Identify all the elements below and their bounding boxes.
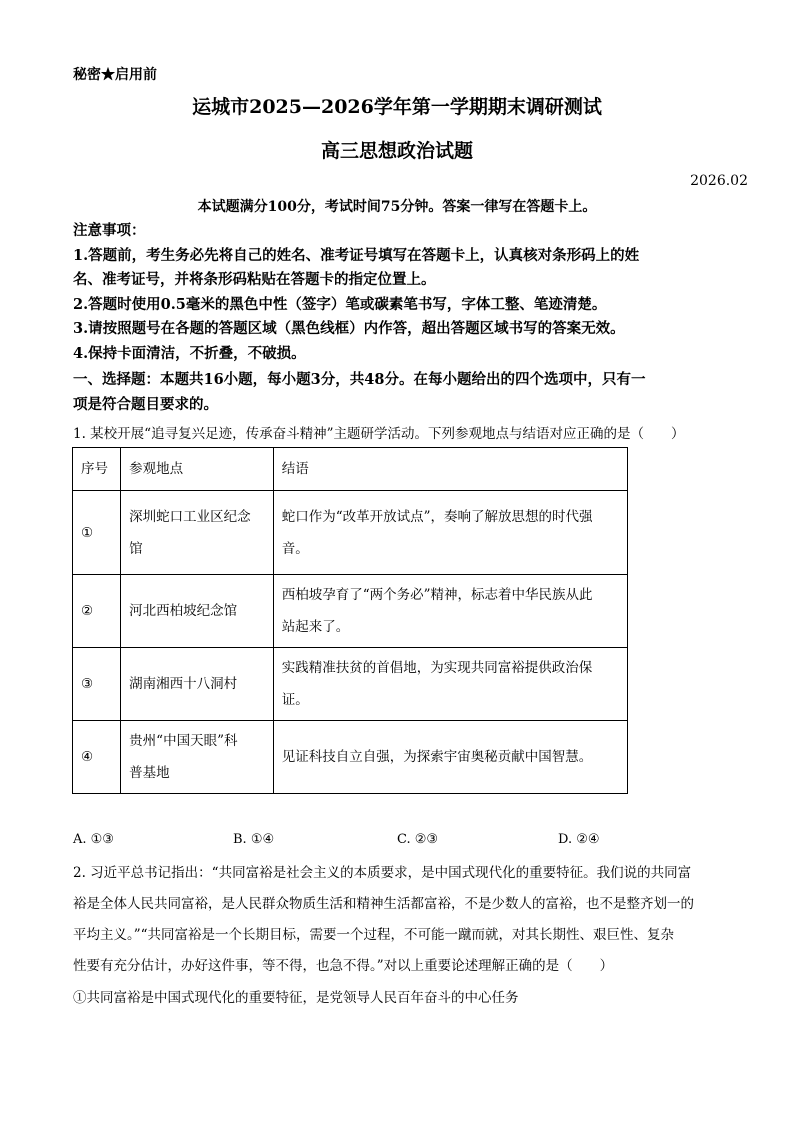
table-row [73,721,628,794]
question-2-line: 2. 习近平总书记指出：“共同富裕是社会主义的本质要求，是中国式现代化的重要特征。我们说的共同富 [73,865,692,881]
note-line: 名、准考证号，并将条形码粘贴在答题卡的指定位置上。 [73,271,436,288]
exam-date: 2026.02 [690,173,748,189]
place-line: 馆 [129,540,143,557]
row-place [121,721,274,794]
conclusion-line: 音。 [281,540,309,557]
conclusion-line: 西柏坡孕育了“两个务必”精神，标志着中华民族从此 [281,587,593,603]
question-1-table [72,447,628,794]
row-number: ① [73,491,121,575]
question-2-line: 平均主义。”“共同富裕是一个长期目标，需要一个过程，不可能一蹴而就，对其长期性、艰巨性、复杂 [73,927,675,943]
place-line: 深圳蛇口工业区纪念 [129,508,251,525]
section-line: 一、选择题：本题共16小题，每小题3分，共48分。在每小题给出的四个选项中，只有一 [73,371,646,388]
row-number: ③ [73,648,121,721]
table-header-conclusion: 结语 [273,448,627,491]
choice-b: B. ①④ [233,832,275,847]
note-line: 2.答题时使用0.5毫米的黑色中性（签字）笔或碳素笔书写，字体工整、笔迹清楚。 [73,295,607,313]
place-line: 河北西柏坡纪念馆 [129,603,238,619]
row-place [121,648,274,721]
question-2-line: 性要有充分估计，办好这件事，等不得，也急不得。”对以上重要论述理解正确的是（ ） [73,958,614,974]
question-2-stem [73,858,733,982]
place-line: 贵州“中国天眼”科 [129,733,238,749]
note-line: 1.答题前，考生务必先将自己的姓名、准考证号填写在答题卡上，认真核对条形码上的姓 [73,246,640,264]
conclusion-line: 实践精准扶贫的首倡地，为实现共同富裕提供政治保 [281,660,593,676]
row-conclusion [273,721,627,794]
row-conclusion [273,575,627,648]
row-place [121,575,274,648]
row-number: ④ [73,721,121,794]
table-row [73,575,628,648]
note-line: 3.请按照题号在各题的答题区域（黑色线框）内作答，超出答题区域书写的答案无效。 [73,320,625,337]
conclusion-line: 见证科技自立自强，为探索宇宙奥秘贡献中国智慧。 [281,749,593,765]
question-2-option-1: ①共同富裕是中国式现代化的重要特征，是党领导人民百年奋斗的中心任务 [73,990,519,1006]
table-row [73,491,628,575]
place-line: 普基地 [129,765,170,781]
exam-title: 运城市2025—2026学年第一学期期末调研测试 [192,96,602,118]
table-row [73,648,628,721]
table-header-number: 序号 [73,448,121,491]
conclusion-line: 证。 [281,692,309,708]
section-line: 项是符合题目要求的。 [73,396,218,413]
question-1-stem: 1. 某校开展“追寻复兴足迹，传承奋斗精神”主题研学活动。下列参观地点与结语对应正确的是（ ） [73,426,685,442]
exam-intro: 本试题满分100分，考试时间75分钟。答案一律写在答题卡上。 [197,199,597,215]
exam-subtitle: 高三思想政治试题 [320,140,473,162]
row-conclusion [273,648,627,721]
choice-a: A. ①③ [73,832,114,847]
choice-c: C. ②③ [397,832,439,847]
notes-block [73,219,733,366]
conclusion-line: 蛇口作为“改革开放试点”，奏响了解放思想的时代强 [281,508,593,525]
row-number: ② [73,575,121,648]
section-heading [73,367,733,417]
notes-heading: 注意事项： [73,222,146,239]
row-conclusion [273,491,627,575]
conclusion-line: 站起来了。 [281,619,350,635]
note-line: 4.保持卡面清洁，不折叠，不破损。 [73,344,306,362]
table-header-row [73,448,628,491]
confidential-label: 秘密★启用前 [73,67,157,83]
row-place [121,491,274,575]
place-line: 湖南湘西十八洞村 [129,676,238,692]
table-header-place: 参观地点 [121,448,274,491]
choice-d: D. ②④ [558,832,600,847]
question-2-line: 裕是全体人民共同富裕，是人民群众物质生活和精神生活都富裕，不是少数人的富裕，也不是整齐划一的 [73,896,694,912]
